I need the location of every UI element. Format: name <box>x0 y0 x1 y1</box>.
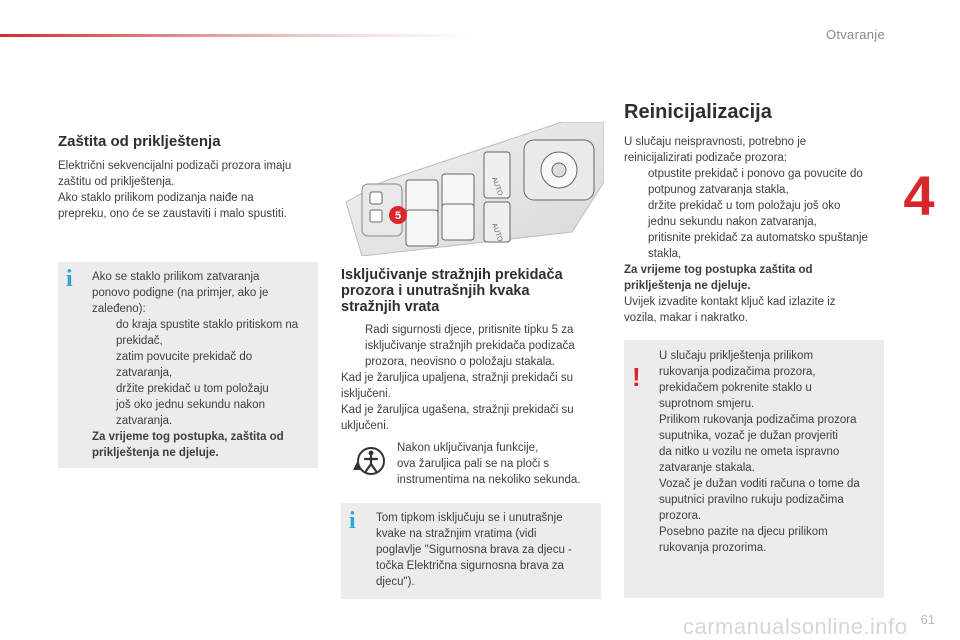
window-switch-panel-illustration <box>342 122 604 256</box>
bullet-item: pritisnite prekidač za automatsko spuštanje stakla, <box>648 232 868 260</box>
info-line: Ako se staklo prilikom zatvaranja <box>92 271 260 283</box>
bullet-item: zatim povucite prekidač do zatvaranja, <box>116 351 253 379</box>
page-number: 61 <box>920 612 935 627</box>
bullet-item: Radi sigurnosti djece, pritisnite tipku 5 za isključivanje stražnjih prekidača podizača prozora, neovisno o položaju stakala. <box>365 324 575 368</box>
left-title: Zaštita od priklještenja <box>58 133 221 150</box>
child-lock-lamp-icon <box>349 444 385 478</box>
lamp-note: Nakon uključivanja funkcije, ova žaruljica pali se na ploči s instrumentima na nekoliko sekunda. <box>397 442 581 486</box>
middle-line: uključeni. <box>341 420 389 432</box>
info-line: zaleđeno): <box>92 303 146 315</box>
exclamation-icon: ! <box>632 362 641 392</box>
auto-label: AUTO <box>490 176 504 197</box>
left-info-text <box>92 269 316 461</box>
info-icon: i <box>66 266 73 292</box>
info-bold-line: Za vrijeme tog postupka, zaštita od <box>92 431 284 443</box>
middle-title: Isključivanje stražnjih prekidača prozora i unutrašnjih kvaka stražnjih vrata <box>341 267 563 315</box>
info-line: ponovo podigne (na primjer, ako je <box>92 287 269 299</box>
left-line: Ako staklo prilikom podizanja naiđe na <box>58 192 254 204</box>
left-line: Električni sekvencijalni podizači prozora imaju <box>58 160 292 172</box>
header-accent-bar <box>0 34 480 37</box>
info-icon: i <box>349 508 356 534</box>
info-bold-line: priklještenja ne djeluje. <box>92 447 219 459</box>
chapter-number: 4 <box>903 164 935 227</box>
section-name: Otvaranje <box>825 27 885 42</box>
auto-label: AUTO <box>490 222 504 243</box>
left-line: prepreku, ono će se zaustaviti i malo spustiti. <box>58 208 287 220</box>
bullet-item: držite prekidač u tom položaju još oko jednu sekundu nakon zatvaranja. <box>116 383 269 427</box>
left-body <box>58 158 320 222</box>
right-warning-text: U slučaju priklještenja prilikom rukovanja podizačima prozora, prekidačem pokrenite staklo u suprotnom smjeru. Prilikom rukovanja podizačima prozora suputnika, vozač je dužan provjeriti da nitko u vozilu ne ometa ispravno zatvaranje stakala. Vozač je dužan voditi računa o tome da suputnici pravilno rukuju podizačima prozora. Posebno pazite na djecu prilikom rukovanja prozorima. <box>659 350 860 554</box>
right-title: Reinicijalizacija <box>624 101 772 123</box>
left-line: zaštitu od priklještenja. <box>58 176 175 188</box>
right-body: U slučaju neispravnosti, potrebno je reinicijalizirati podizače prozora: otpustite prekidač i ponovo ga povucite do potpunog zatvaranja stakla, držite prekidač u tom položaju još oko jednu sekundu nakon zatvaranja, pritisnite prekidač za automatsko spuštanje stakla, Za vrijeme tog postupka zaštita od priklještenja ne djeluje. Uvijek izvadite kontakt ključ kad izlazite iz vozila, makar i nakratko. <box>624 134 886 326</box>
bullet-item: držite prekidač u tom položaju još oko jednu sekundu nakon zatvaranja, <box>648 200 841 228</box>
watermark-link[interactable]: carmanualsonline.info <box>683 614 908 639</box>
bullet-item: otpustite prekidač i ponovo ga povucite do potpunog zatvaranja stakla, <box>648 168 863 196</box>
middle-line: Kad je žaruljica upaljena, stražnji prekidači su <box>341 372 574 384</box>
middle-body <box>341 322 603 434</box>
middle-line: Kad je žaruljica ugašena, stražnji prekidači su <box>341 404 574 416</box>
callout-badge-number: 5 <box>394 210 402 222</box>
middle-line: isključeni. <box>341 388 391 400</box>
bullet-item: do kraja spustite staklo pritiskom na prekidač, <box>116 319 299 347</box>
middle-info-text: Tom tipkom isključuju se i unutrašnje kvake na stražnjim vratima (vidi poglavlje "Sigurnosna brava za djecu - točka Električna sigurnosna brava za djecu"). <box>376 512 572 588</box>
